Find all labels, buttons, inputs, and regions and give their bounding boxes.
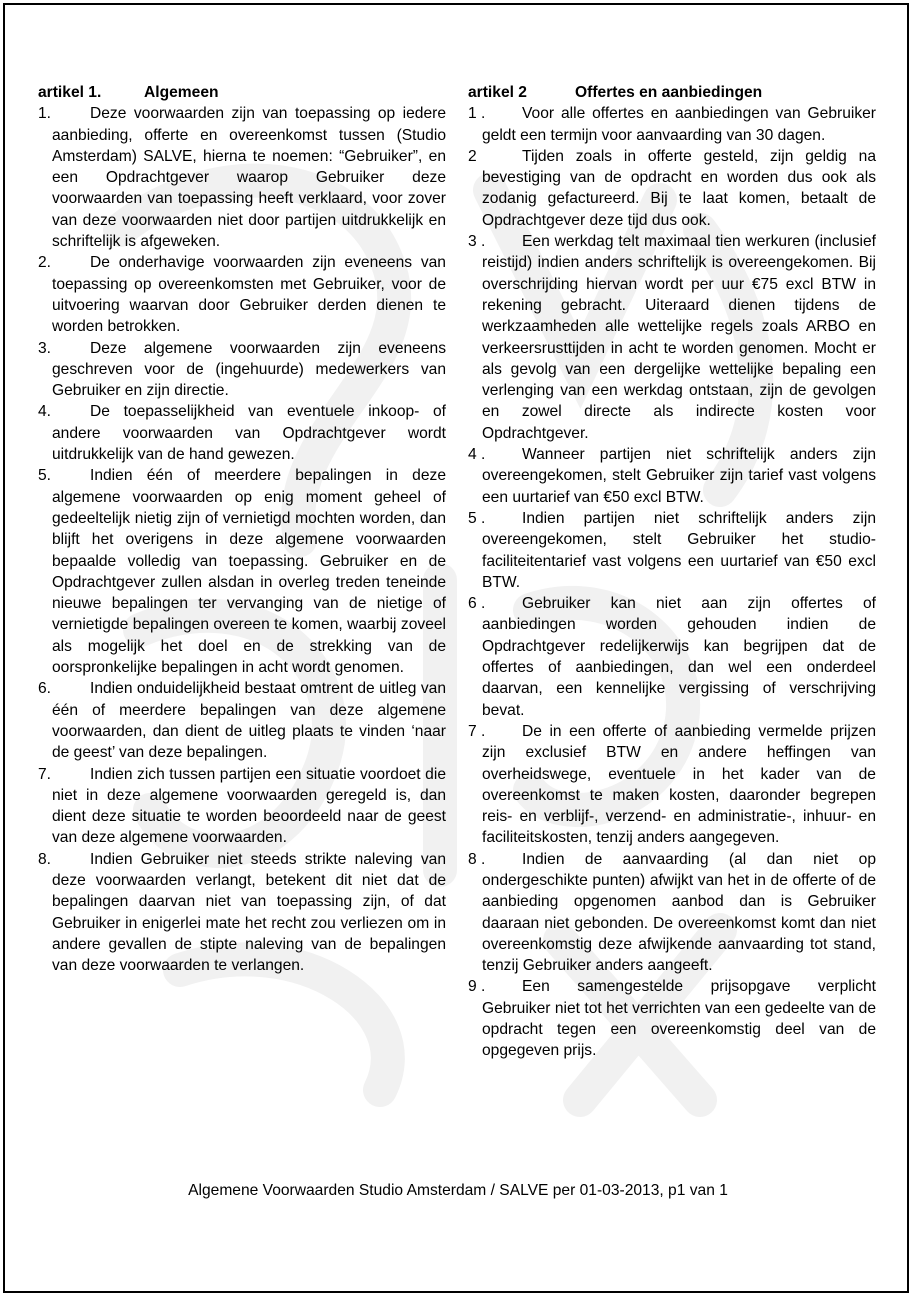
clause-text: Indien Gebruiker niet steeds strikte naleving van deze voorwaarden verlangt, betekent dit niet dat de bepalingen daarvan niet van toepassing zijn, of dat Gebruiker in enigerlei mate het recht zou verliezen om in andere gevallen de stipte naleving van de bepalingen van deze voorwaarden te verlangen. [52,850,446,975]
clause-text: Indien onduidelijkheid bestaat omtrent de uitleg van één of meerdere bepalingen van deze algemene voorwaarden, dan dient de uitleg plaats te vinden ‘naar de geest’ van deze bepalingen. [52,680,446,762]
clause-item [38,252,446,337]
clause-number: 1. [38,105,52,123]
clause-text: De onderhavige voorwaarden zijn eveneens van toepassing op overeenkomsten met Gebruiker, voor de uitvoering waarvan door Gebruiker derden dienen te worden betrokken. [52,254,446,336]
article-2-number: artikel 2 [468,84,527,101]
clause-number: 3 . [468,233,486,251]
clause-item [468,721,876,849]
clause-text: Gebruiker kan niet aan zijn offertes of aanbiedingen worden gehouden indien de Opdrachtgever redelijkerwijs kan begrijpen dat de offertes of aanbiedingen, dan wel een onderdeel daarvan, een kennelijke vergissing of verschrijving bevat. [482,595,876,719]
clause-text: Een werkdag telt maximaal tien werkuren (inclusief reistijd) indien anders schriftelijk is overeengekomen. Bij overschrijding hiervan wordt per uur €75 excl BTW in rekening gebracht. Uiteraard dienen tijdens de werkzaamheden alle wettelijke regels zoals ARBO en verkeersrusttijden in acht te worden genomen. Mocht er als gevolg van een dergelijke wettelijke bepaling een verlenging van een werkdag ontstaan, zijn de gevolgen en zowel directe als indirecte kosten voor Opdrachtgever. [482,233,876,442]
clause-item [468,976,876,1061]
clause-number: 8 . [468,850,486,868]
clause-item [468,508,876,593]
clause-number: 4. [38,403,52,421]
clause-text: Indien zich tussen partijen een situatie voordoet die niet in deze algemene voorwaarden geregeld is, dan dient deze situatie te worden beoordeeld naar de geest van deze algemene voorwaarden. [52,765,446,847]
clause-number: 3. [38,339,52,357]
clause-text: Indien één of meerdere bepalingen in deze algemene voorwaarden op enig moment geheel of gedeeltelijk nietig zijn of vernietigd mochten worden, dan blijft het overigens in deze algemene voorwaarden bepaalde volledig van toepassing. Gebruiker en de Opdrachtgever zullen alsdan in overleg treden teneinde nieuwe bepalingen ter vervanging van de nietige of vernietigde bepalingen overeen te komen, waarbij zoveel als mogelijk het doel en de strekking van de oorspronkelijke bepalingen in acht wordt genomen. [52,467,446,677]
clause-item [468,444,876,508]
clause-text: Deze algemene voorwaarden zijn eveneens geschreven voor de (ingehuurde) medewerkers van Gebruiker en zijn directie. [52,339,446,400]
clause-number: 2. [38,254,52,272]
clause-number: 8. [38,850,52,868]
page-footer: Algemene Voorwaarden Studio Amsterdam / SALVE per 01-03-2013, p1 van 1 [188,1182,728,1199]
clause-text: Wanneer partijen niet schriftelijk anders zijn overeengekomen, stelt Gebruiker zijn tarief vast volgens een uurtarief van €50 excl BTW. [482,446,876,506]
article-1-list [38,103,446,976]
article-2-list [468,103,876,1061]
clause-number: 6. [38,680,52,698]
article-1-number: artikel 1. [38,84,102,101]
clause-text: Tijden zoals in offerte gesteld, zijn geldig na bevestiging van de opdracht en worden dus ook als zodanig gefactureerd. Bij te laat komen, betaalt de Opdrachtgever deze tijd dus ook. [482,147,876,229]
clause-number: 4 . [468,446,486,464]
clause-item [468,146,876,231]
article-1-column [38,82,446,976]
article-1-title: Algemeen [144,84,219,101]
clause-text: Indien de aanvaarding (al dan niet op ondergeschikte punten) afwijkt van het in de offerte of de aanbieding opgenomen aanbod dan is Gebruiker daaraan niet gebonden. De overeenkomst komt dan niet overeenkomstig deze afwijkende aanvaarding tot stand, tenzij Gebruiker anders aangeeft. [482,850,876,975]
clause-text: De in een offerte of aanbieding vermelde prijzen zijn exclusief BTW en andere heffingen van overheidswege, eventuele in het kader van de overeenkomst te maken kosten, daaronder begrepen reis- en verblijf-, verzend- en administratie-, inhuur- en faciliteitskosten, tenzij anders aangegeven. [482,722,876,847]
clause-item [38,401,446,465]
article-2-title: Offertes en aanbiedingen [575,84,763,101]
clause-item [38,338,446,402]
clause-item [38,103,446,252]
clause-number: 2 [468,147,477,165]
clause-text: Een samengestelde prijsopgave verplicht Gebruiker niet tot het verrichten van een gedeelte van de opdracht tegen een overeenkomstig deel van de opgegeven prijs. [482,978,876,1060]
clause-item [468,849,876,977]
clause-number: 6 . [468,595,486,613]
clause-item [38,849,446,977]
clause-number: 7. [38,765,52,783]
article-1-heading [38,82,446,103]
clause-text: Voor alle offertes en aanbiedingen van Gebruiker geldt een termijn voor aanvaarding van 30 dagen. [482,105,876,144]
clause-number: 7 . [468,722,486,740]
clause-item [468,103,876,146]
clause-number: 5. [38,467,52,485]
clause-item [38,465,446,678]
clause-item [38,678,446,763]
clause-number: 1 . [468,105,486,123]
clause-item [468,593,876,721]
clause-number: 5 . [468,509,486,527]
clause-number: 9 . [468,978,486,996]
article-2-column [468,82,876,1062]
clause-text: Indien partijen niet schriftelijk anders zijn overeengekomen, stelt Gebruiker het studio-faciliteitentarief vast volgens een uurtarief van €50 excl BTW. [482,509,876,591]
clause-text: Deze voorwaarden zijn van toepassing op iedere aanbieding, offerte en overeenkomst tussen (Studio Amsterdam) SALVE, hierna te noemen: “Gebruiker”, en een Opdrachtgever waarop Gebruiker deze voorwaarden van toepassing heeft verklaard, voor zover van deze voorwaarden niet door partijen uitdrukkelijk en schriftelijk is afgeweken. [52,105,446,251]
clause-item [468,231,876,444]
clause-item [38,764,446,849]
clause-text: De toepasselijkheid van eventuele inkoop- of andere voorwaarden van Opdrachtgever wordt uitdrukkelijk van de hand gewezen. [52,403,446,464]
article-2-heading [468,82,876,103]
